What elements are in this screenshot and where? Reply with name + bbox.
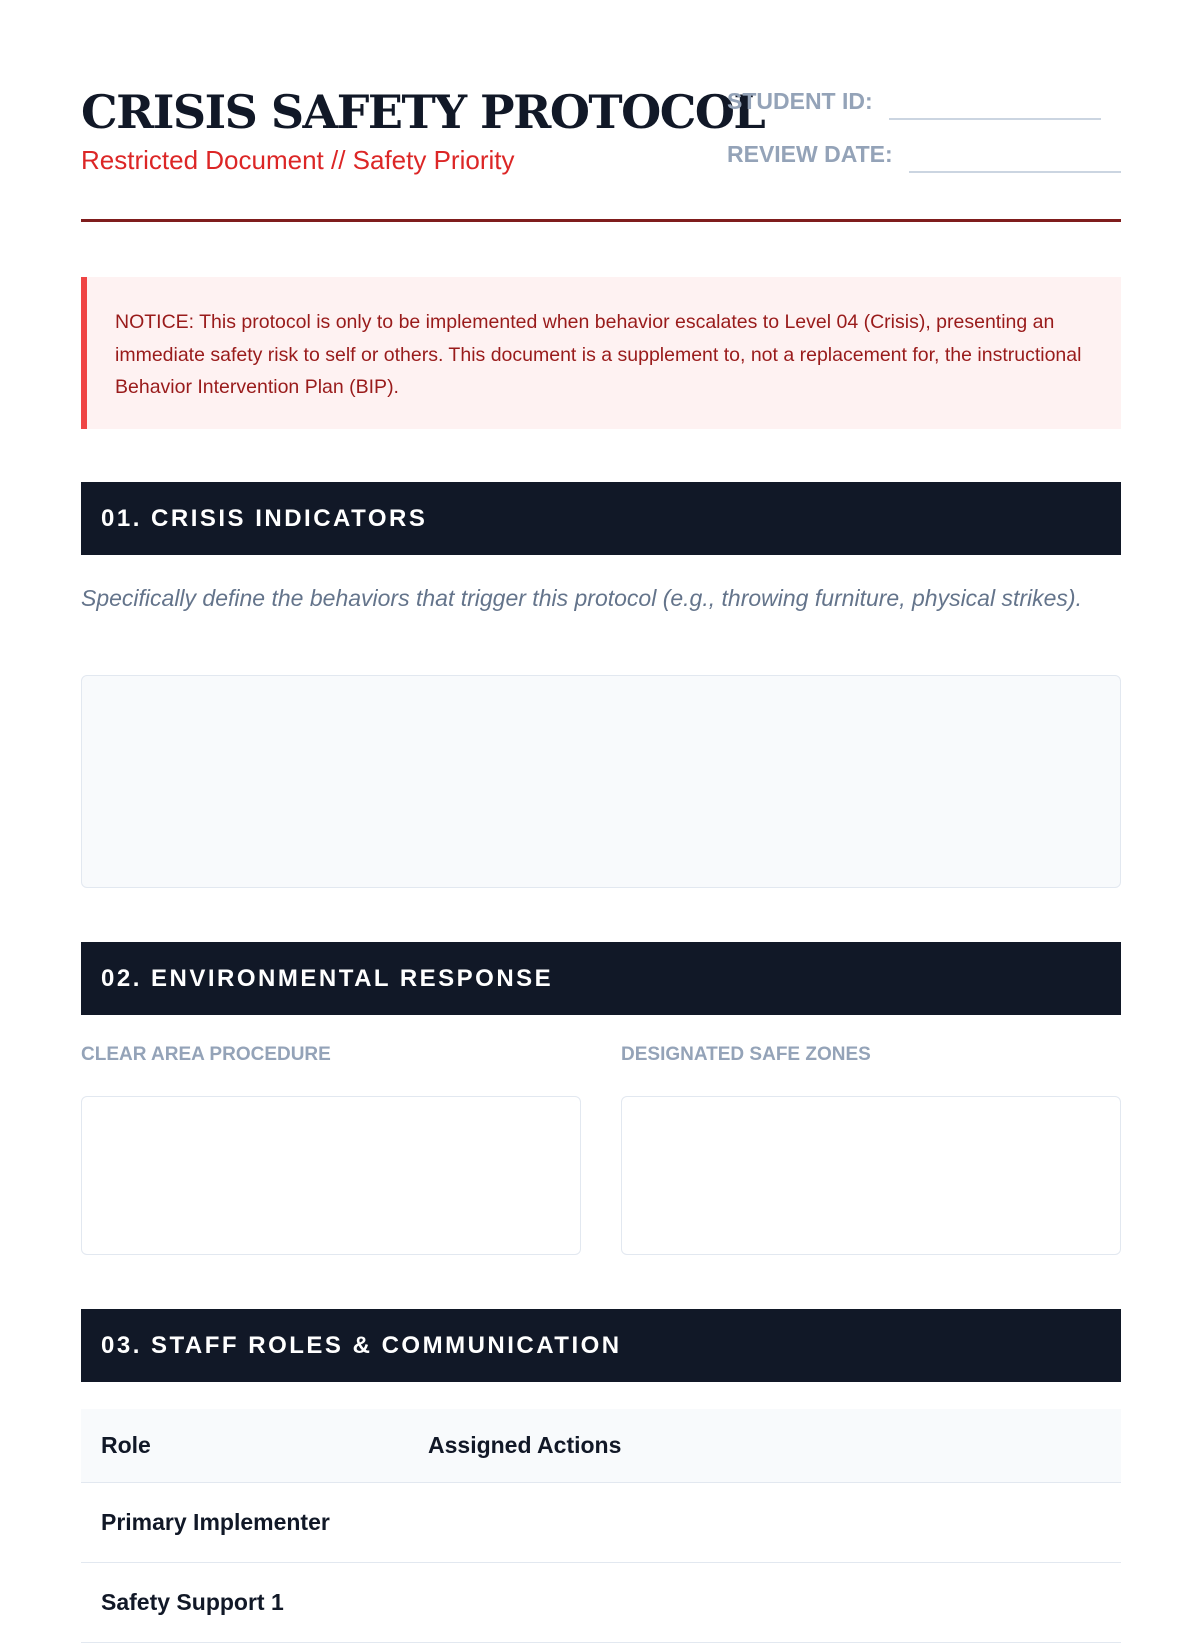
- table-header-row: [81, 1409, 1121, 1483]
- notice-callout: [81, 277, 1121, 429]
- safe-zones-label: DESIGNATED SAFE ZONES: [621, 1044, 871, 1065]
- crisis-indicators-hint: Specifically define the behaviors that trigger this protocol (e.g., throwing furniture, physical strikes).: [81, 585, 1082, 611]
- role-cell: Primary Implementer: [101, 1509, 330, 1535]
- clear-area-textarea[interactable]: [81, 1096, 581, 1255]
- column-header-role: Role: [101, 1432, 151, 1458]
- review-date-row: [727, 139, 1121, 169]
- role-cell: Safety Support 1: [101, 1589, 284, 1615]
- document-header: [81, 84, 1121, 224]
- student-id-label: STUDENT ID:: [727, 88, 873, 114]
- header-divider: [81, 219, 1121, 222]
- review-date-label: REVIEW DATE:: [727, 141, 893, 167]
- clear-area-label: CLEAR AREA PROCEDURE: [81, 1044, 331, 1065]
- notice-text: NOTICE: This protocol is only to be implemented when behavior escalates to Level 04 (Crisis), presenting an immediate safety risk to self or others. This document is a supplement to, not a replacement for, the instructional Behavior Intervention Plan (BIP).: [115, 311, 1082, 398]
- column-header-assigned-actions: Assigned Actions: [428, 1432, 622, 1458]
- section-heading-environmental-response: 02. ENVIRONMENTAL RESPONSE: [81, 942, 1121, 1015]
- document-title: CRISIS SAFETY PROTOCOL: [81, 85, 765, 139]
- section-heading-staff-roles: 03. STAFF ROLES & COMMUNICATION: [81, 1309, 1121, 1382]
- document-subtitle: Restricted Document // Safety Priority: [81, 145, 515, 175]
- table-row: [81, 1563, 1121, 1643]
- section-heading-crisis-indicators: 01. CRISIS INDICATORS: [81, 482, 1121, 555]
- table-row: [81, 1483, 1121, 1563]
- student-id-field[interactable]: [889, 118, 1101, 120]
- review-date-field[interactable]: [909, 171, 1121, 173]
- safe-zones-textarea[interactable]: [621, 1096, 1121, 1255]
- staff-roles-table: [81, 1409, 1121, 1643]
- crisis-indicators-textarea[interactable]: [81, 675, 1121, 888]
- student-id-row: [727, 86, 1101, 116]
